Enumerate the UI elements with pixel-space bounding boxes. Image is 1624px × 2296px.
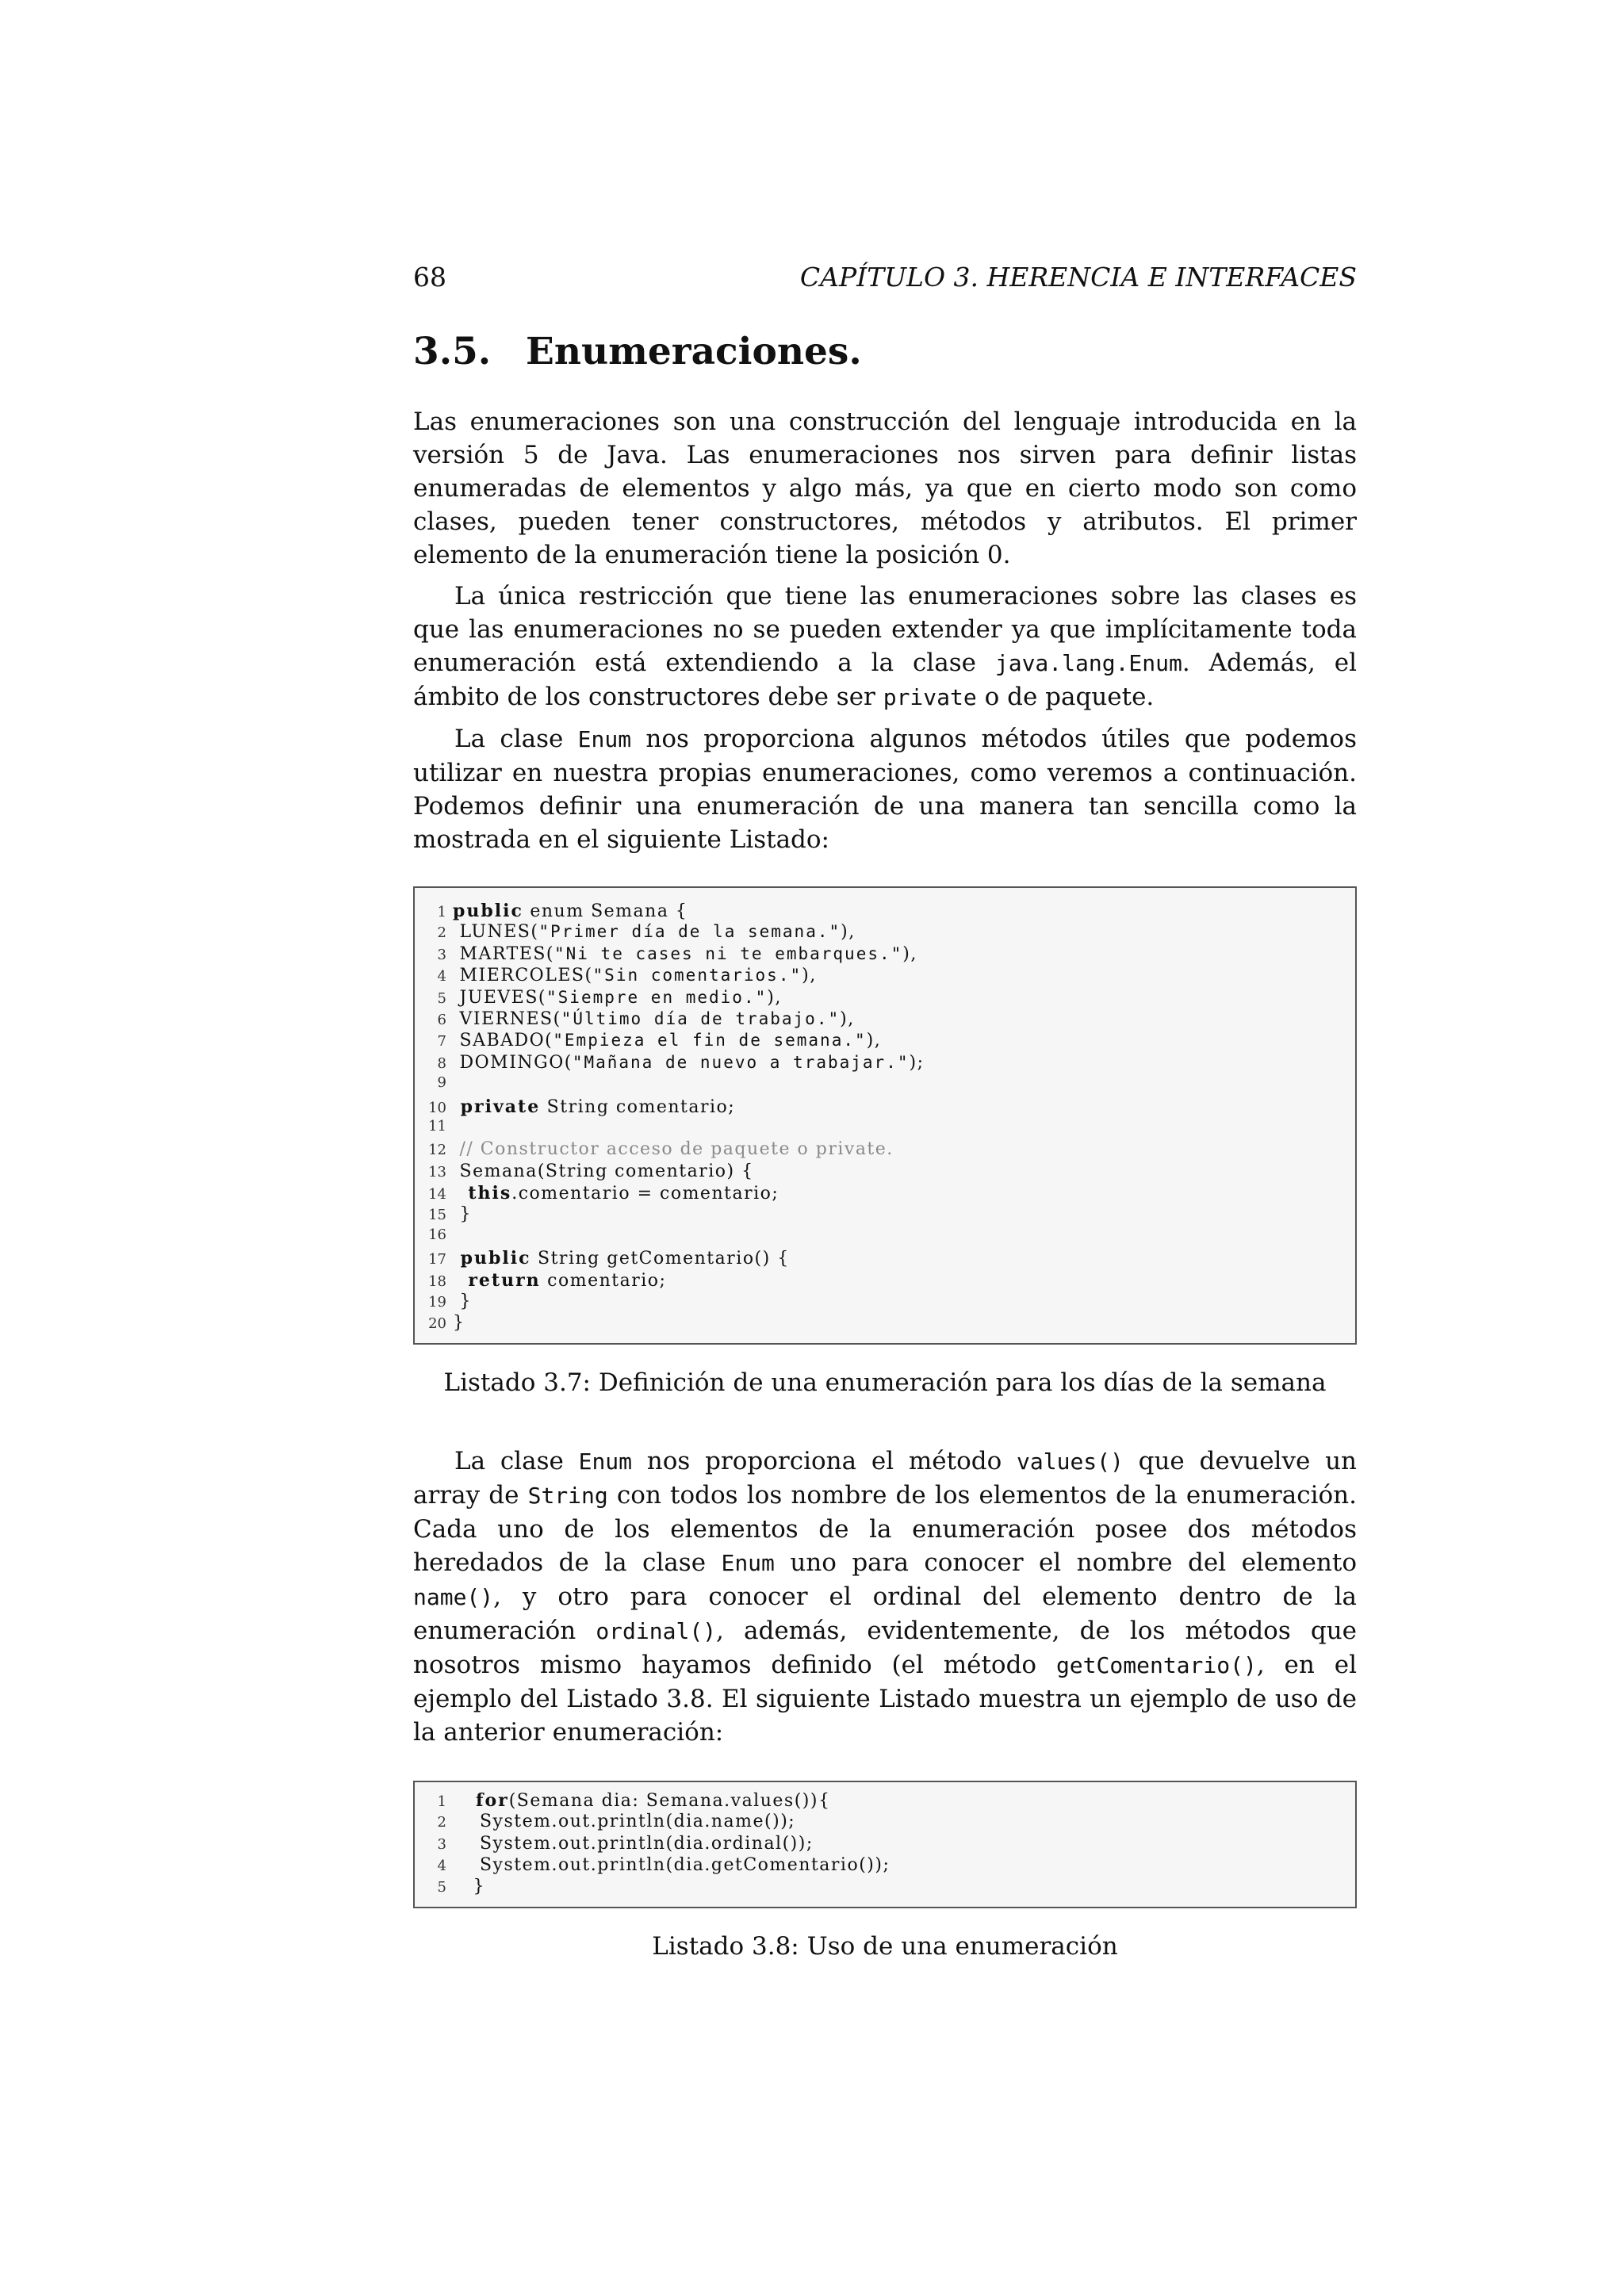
code-text: MARTES( (453, 943, 554, 964)
code-keyword: public (453, 1248, 531, 1269)
line-number: 14 (428, 1186, 446, 1203)
line-number: 20 (428, 1315, 446, 1333)
line-number: 15 (428, 1207, 446, 1224)
line-number: 5 (437, 989, 446, 1007)
line-number: 4 (437, 1857, 446, 1874)
chapter-title: CAPÍTULO 3. HERENCIA E INTERFACES (799, 262, 1357, 293)
paragraph-2 (413, 580, 1357, 714)
code-text: VIERNES( (453, 1008, 561, 1029)
code-line (415, 1834, 1347, 1855)
code-text: .comentario = comentario; (511, 1184, 779, 1204)
line-number: 17 (428, 1251, 446, 1269)
code-line (415, 1204, 1347, 1226)
paragraph-3 (413, 722, 1357, 856)
code-text: ), (840, 1008, 855, 1029)
code-text: MIERCOLES( (453, 966, 593, 986)
text-run: , en el ejemplo del Listado 3.8. El siguiente Listado muestra un ejemplo de uso de la anterior enumeración: (413, 1650, 1357, 1747)
listing-2-caption: Listado 3.8: Uso de una enumeración (652, 1931, 1118, 1961)
inline-code: java.lang.Enum (994, 650, 1182, 676)
page-number: 68 (413, 262, 446, 293)
text-run: , y otro para conocer el ordinal del elemento dentro de la enumeración (413, 1582, 1357, 1645)
listing-1-caption: Listado 3.7: Definición de una enumeración para los días de la semana (443, 1368, 1327, 1397)
code-text: ), (841, 922, 856, 943)
code-line (415, 1161, 1347, 1183)
code-text: DOMINGO( (453, 1052, 573, 1073)
code-line (415, 901, 1347, 922)
code-text: comentario; (540, 1270, 667, 1291)
line-number: 1 (437, 904, 446, 920)
code-keyword: return (453, 1269, 541, 1291)
code-line (415, 1790, 1347, 1812)
code-keyword: for (453, 1789, 509, 1811)
inline-code: name() (413, 1583, 494, 1610)
section-number: 3.5. (413, 330, 492, 373)
code-text: ), (902, 943, 917, 964)
inline-code: private (883, 684, 977, 710)
code-line (415, 1877, 1347, 1898)
inline-code: String (527, 1482, 608, 1509)
line-number: 2 (437, 924, 446, 942)
code-keyword: private (453, 1096, 541, 1117)
code-text: ), (866, 1031, 882, 1051)
text-run: La única restricción que tiene las enumeraciones sobre las clases es que las enumeraciones no se pueden extender ya que implícitamente toda enumeración está extendiendo a la clase (413, 582, 1357, 677)
text-run: La clase (454, 725, 578, 753)
code-line (415, 1096, 1347, 1118)
code-text: ), (767, 987, 782, 1008)
code-keyword: public (453, 901, 523, 921)
page-content (413, 262, 1357, 1961)
line-number: 3 (437, 1835, 446, 1853)
paragraph-1: Las enumeraciones son una construcción del lenguaje introducida en la versión 5 de Java. Las enumeraciones nos sirven para definir listas enumeradas de elementos y algo más, ya que en cierto modo son como clases, pueden tener constructores, métodos y atributos. El primer elemento de la enumeración tiene la posición 0. (413, 408, 1357, 569)
code-string: "Sin comentarios." (592, 966, 802, 985)
code-text: ), (802, 966, 817, 986)
code-text: (Semana dia: Semana.values()){ (508, 1790, 831, 1811)
code-line (415, 1270, 1347, 1292)
inline-code: ordinal() (596, 1617, 717, 1644)
line-number: 8 (437, 1054, 446, 1072)
line-number: 7 (437, 1033, 446, 1050)
line-number: 13 (428, 1163, 446, 1181)
code-line (415, 1139, 1347, 1161)
code-text: System.out.println(dia.name()); (453, 1812, 796, 1832)
text-run: . Además, el ámbito de los constructores debe ser (413, 649, 1357, 711)
code-line (415, 1812, 1347, 1833)
paragraph-4 (413, 1445, 1357, 1749)
line-number: 9 (437, 1074, 446, 1092)
text-run: , además, evidentemente, de los métodos que nosotros mismo hayamos definido (el método (413, 1616, 1358, 1679)
code-text: } (453, 1877, 485, 1897)
code-listing-1 (413, 886, 1357, 1345)
line-number: 11 (428, 1117, 446, 1135)
section-heading (413, 330, 1357, 373)
code-text: ); (909, 1052, 925, 1073)
code-text: LUNES( (453, 922, 539, 943)
line-number: 1 (437, 1793, 446, 1810)
inline-code: Enum (578, 1448, 633, 1475)
code-line (415, 1292, 1347, 1313)
code-line (415, 1009, 1347, 1031)
code-line (415, 1313, 1347, 1334)
code-line (415, 1074, 1347, 1096)
code-text: Semana(String comentario) { (453, 1161, 754, 1181)
line-number: 19 (428, 1294, 446, 1311)
text-run: nos proporciona algunos métodos útiles que podemos utilizar en nuestra propias enumeraciones, como veremos a continuación. Podemos definir una enumeración de una manera tan sencilla como la mostrada en el siguiente Listado: (413, 725, 1358, 854)
code-line (415, 966, 1347, 987)
code-string: "Primer día de la semana." (538, 922, 841, 942)
line-number: 12 (428, 1142, 446, 1159)
code-text: } (453, 1204, 472, 1225)
text-run: La clase (454, 1446, 579, 1475)
code-line (415, 1226, 1347, 1248)
line-number: 4 (437, 968, 446, 985)
code-line (415, 1031, 1347, 1052)
line-number: 5 (437, 1879, 446, 1896)
text-run: o de paquete. (976, 683, 1155, 711)
inline-code: Enum (577, 726, 632, 752)
code-keyword: this (453, 1183, 512, 1204)
code-line (415, 1118, 1347, 1139)
inline-code: values() (1017, 1448, 1124, 1475)
code-line (415, 1855, 1347, 1877)
code-line (415, 1248, 1347, 1269)
inline-code: Enum (721, 1549, 775, 1576)
code-string: "Mañana de nuevo a trabajar." (572, 1052, 910, 1072)
code-line (415, 944, 1347, 966)
line-number: 3 (437, 946, 446, 963)
text-run: nos proporciona el método (632, 1446, 1017, 1475)
text-run: con todos los nombre de los elementos de la enumeración. Cada uno de los elementos de la enumeración posee dos métodos heredados de la clase (413, 1480, 1357, 1577)
code-string: "Empieza el fin de semana." (553, 1031, 867, 1050)
code-text: enum Semana { (523, 901, 688, 921)
code-text: } (453, 1313, 465, 1334)
code-listing-2 (413, 1781, 1357, 1908)
line-number: 18 (428, 1272, 446, 1290)
code-text: String getComentario() { (530, 1249, 790, 1269)
line-number: 2 (437, 1814, 446, 1831)
code-text: } (453, 1292, 472, 1312)
code-line (415, 1183, 1347, 1204)
code-text: SABADO( (453, 1031, 553, 1051)
running-header (413, 262, 1357, 301)
code-text: JUEVES( (453, 987, 547, 1008)
code-text: String comentario; (540, 1096, 736, 1117)
text-run: que devuelve un array de (413, 1446, 1358, 1510)
line-number: 10 (428, 1099, 446, 1116)
code-line (415, 922, 1347, 943)
code-text: System.out.println(dia.ordinal()); (453, 1833, 814, 1854)
code-line (415, 988, 1347, 1009)
text-run: uno para conocer el nombre del elemento (774, 1548, 1358, 1577)
inline-code: getComentario() (1055, 1651, 1257, 1678)
code-string: "Siempre en medio." (546, 987, 768, 1007)
line-number: 6 (437, 1011, 446, 1028)
code-string: "Ni te cases ni te embarques." (553, 943, 903, 963)
code-line (415, 1053, 1347, 1074)
section-title: Enumeraciones. (526, 330, 862, 373)
code-comment: // Constructor acceso de paquete o private. (453, 1139, 894, 1160)
line-number: 16 (428, 1226, 446, 1243)
code-text: System.out.println(dia.getComentario()); (453, 1854, 891, 1875)
code-string: "Último día de trabajo." (561, 1008, 841, 1028)
